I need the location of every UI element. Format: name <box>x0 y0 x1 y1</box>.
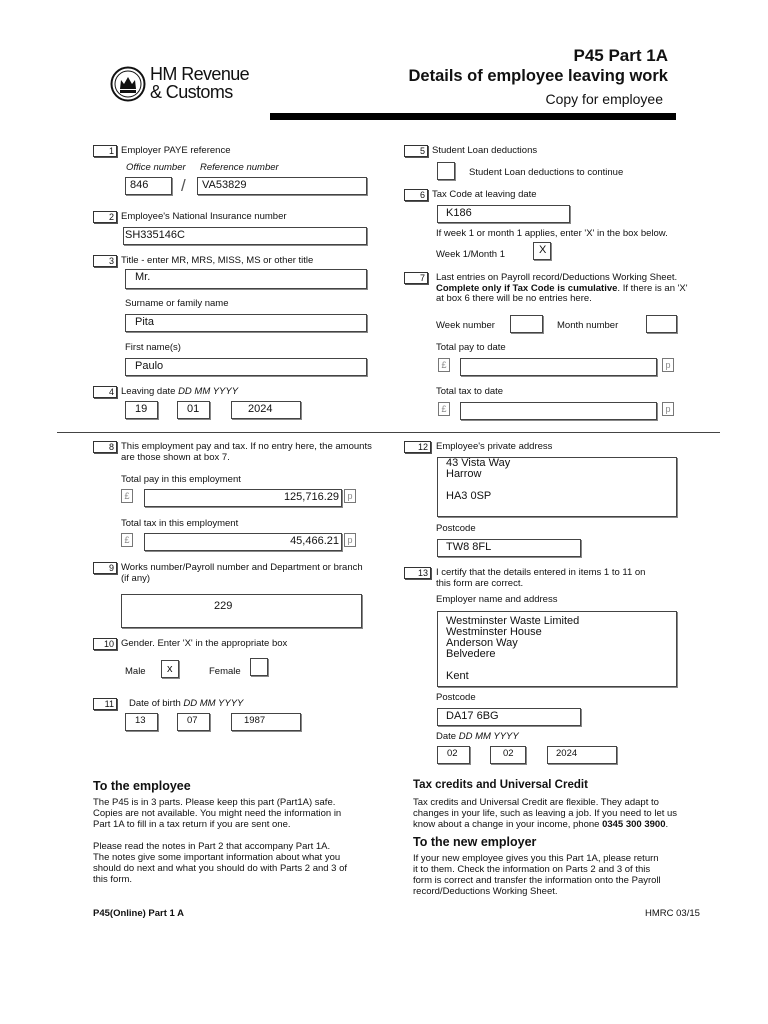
credits-phone: 0345 300 3900 <box>602 819 666 830</box>
last-entries-label-1: Last entries on Payroll record/Deductions Working Sheet. <box>436 272 678 283</box>
dob-day-field[interactable]: 13 <box>125 713 158 731</box>
employee-text-line: The P45 is in 3 parts. Please keep this part (Part1A) safe. <box>93 797 336 808</box>
certify-label-2: this form are correct. <box>436 578 524 589</box>
box-number-8: 8 <box>93 441 117 453</box>
pound-icon: £ <box>121 489 133 503</box>
pence-icon: p <box>344 489 356 503</box>
employer-text-line: form is correct and transfer the information onto the Payroll <box>413 875 661 886</box>
logo-line-1: HM Revenue <box>150 64 250 84</box>
to-employee-heading: To the employee <box>93 779 191 793</box>
credits-text-line: changes in your life, such as leaving a job. If you need to let us <box>413 808 678 819</box>
pound-icon: £ <box>438 402 450 416</box>
first-name-field[interactable]: Paulo <box>125 358 367 376</box>
male-checkbox[interactable]: x <box>161 660 179 678</box>
hmrc-logo <box>100 58 272 110</box>
employee-text-line: The notes give some important information about what you <box>93 852 341 863</box>
box-number-1: 1 <box>93 145 117 157</box>
office-number-field[interactable]: 846 <box>125 177 172 195</box>
leaving-month-field[interactable]: 01 <box>177 401 210 419</box>
employment-pay-label-1: This employment pay and tax. If no entry here, the amounts <box>121 441 372 452</box>
female-label: Female <box>209 666 241 677</box>
credits-text: know about a change in your income, phone <box>413 819 600 830</box>
dob-label <box>129 698 243 709</box>
total-tax-employment-field[interactable]: 45,466.21 <box>144 533 342 551</box>
dob-year-field[interactable]: 1987 <box>231 713 301 731</box>
tax-code-field[interactable]: K186 <box>437 205 570 223</box>
form-subtitle: Details of employee leaving work <box>408 67 668 85</box>
gender-label: Gender. Enter 'X' in the appropriate box <box>121 638 288 649</box>
box-number-10: 10 <box>93 638 117 650</box>
pence-icon: p <box>344 533 356 547</box>
works-number-field[interactable]: 229 <box>121 594 362 628</box>
leaving-date-label <box>121 386 238 397</box>
first-name-label: First name(s) <box>125 342 181 353</box>
certify-date-format: DD MM YYYY <box>458 731 519 742</box>
to-employee-paragraph-2 <box>93 841 347 885</box>
to-employee-paragraph-1 <box>93 797 341 830</box>
new-employer-paragraph <box>413 853 661 897</box>
private-address-label: Employee's private address <box>436 441 553 452</box>
paye-slash: / <box>181 176 186 195</box>
title-label: Title - enter MR, MRS, MISS, MS or other title <box>121 255 314 266</box>
last-entries-label-3: at box 6 there will be no entries here. <box>436 293 592 304</box>
footer-version: HMRC 03/15 <box>645 908 700 919</box>
box-number-5: 5 <box>404 145 428 157</box>
dob-format: DD MM YYYY <box>183 698 244 709</box>
male-label: Male <box>125 666 146 677</box>
pound-icon: £ <box>121 533 133 547</box>
logo-line-2: & Customs <box>150 82 233 102</box>
week1-label: Week 1/Month 1 <box>436 249 506 260</box>
private-postcode-label: Postcode <box>436 523 476 534</box>
certify-day-field[interactable]: 02 <box>437 746 470 764</box>
employment-pay-label-2: are those shown at box 7. <box>121 452 230 463</box>
credits-text-line: Tax credits and Universal Credit are flexible. They adapt to <box>413 797 659 808</box>
ni-number-label: Employee's National Insurance number <box>121 211 287 222</box>
box-number-7: 7 <box>404 272 428 284</box>
week1-note: If week 1 or month 1 applies, enter 'X' in the box below. <box>436 228 668 239</box>
private-address-field[interactable]: 43 Vista Way Harrow HA3 0SP <box>437 457 677 517</box>
week-number-label: Week number <box>436 320 495 331</box>
employee-text-line: Please read the notes in Part 2 that accompany Part 1A. <box>93 841 331 852</box>
reference-number-field[interactable]: VA53829 <box>197 177 367 195</box>
box-number-2: 2 <box>93 211 117 223</box>
student-loan-label: Student Loan deductions <box>432 145 538 156</box>
credits-text-line <box>413 819 677 830</box>
employee-text-line: Copies are not available. You might need the information in <box>93 808 342 819</box>
employer-postcode-field[interactable]: DA17 6BG <box>437 708 581 726</box>
new-employer-heading: To the new employer <box>413 835 537 849</box>
surname-label: Surname or family name <box>125 298 229 309</box>
total-pay-to-date-label: Total pay to date <box>436 342 506 353</box>
box-number-11: 11 <box>93 698 117 710</box>
header-rule <box>270 113 676 120</box>
section-divider <box>57 432 720 433</box>
leaving-day-field[interactable]: 19 <box>125 401 158 419</box>
total-pay-employment-field[interactable]: 125,716.29 <box>144 489 342 507</box>
leaving-date-format: DD MM YYYY <box>178 386 239 397</box>
office-number-label: Office number <box>126 162 186 173</box>
employer-address-field[interactable]: Westminster Waste Limited Westminster House Anderson Way Belvedere Kent <box>437 611 677 687</box>
employee-text-line: should do next and what you should do with Parts 2 and 3 of <box>93 863 348 874</box>
employer-text-line: If your new employee gives you this Part 1A, please return <box>413 853 659 864</box>
month-number-field[interactable] <box>646 315 677 333</box>
credits-end: . <box>665 819 669 830</box>
certify-date-text: Date <box>436 731 457 742</box>
total-tax-to-date-field[interactable] <box>460 402 657 420</box>
dob-text: Date of birth <box>129 698 181 709</box>
private-postcode-field[interactable]: TW8 8FL <box>437 539 581 557</box>
form-title: P45 Part 1A <box>573 46 668 65</box>
week1-checkbox[interactable]: X <box>533 242 551 260</box>
box-number-9: 9 <box>93 562 117 574</box>
employee-text-line: this form. <box>93 874 133 885</box>
box-number-6: 6 <box>404 189 428 201</box>
employer-text-line: record/Deductions Working Sheet. <box>413 886 558 897</box>
student-loan-checkbox[interactable] <box>437 162 455 180</box>
certify-date-label <box>436 731 519 742</box>
copy-label: Copy for employee <box>545 91 663 107</box>
week-number-field[interactable] <box>510 315 543 333</box>
employer-paye-label: Employer PAYE reference <box>121 145 231 156</box>
student-loan-continue-label: Student Loan deductions to continue <box>469 167 624 178</box>
tax-credits-heading: Tax credits and Universal Credit <box>413 779 588 791</box>
pence-icon: p <box>662 358 674 372</box>
tax-code-label: Tax Code at leaving date <box>432 189 537 200</box>
reference-number-label: Reference number <box>200 162 279 173</box>
total-pay-to-date-field[interactable] <box>460 358 657 376</box>
employer-text-line: it to them. Check the information on Parts 2 and 3 of this <box>413 864 651 875</box>
month-number-label: Month number <box>557 320 619 331</box>
employer-postcode-label: Postcode <box>436 692 476 703</box>
total-tax-to-date-label: Total tax to date <box>436 386 504 397</box>
employee-text-line: Part 1A to fill in a tax return if you are sent one. <box>93 819 291 830</box>
works-number-label-2: (if any) <box>121 573 151 584</box>
leaving-date-text: Leaving date <box>121 386 176 397</box>
pence-icon: p <box>662 402 674 416</box>
certify-label-1: I certify that the details entered in items 1 to 11 on <box>436 567 646 578</box>
box-number-13: 13 <box>404 567 431 579</box>
surname-field[interactable]: Pita <box>125 314 367 332</box>
works-number-label-1: Works number/Payroll number and Department or branch <box>121 562 363 573</box>
employer-name-label: Employer name and address <box>436 594 558 605</box>
total-tax-employment-label: Total tax in this employment <box>121 518 239 529</box>
leaving-year-field[interactable]: 2024 <box>231 401 301 419</box>
box-number-4: 4 <box>93 386 117 398</box>
ni-number-field[interactable]: SH335146C <box>123 227 367 245</box>
certify-year-field[interactable]: 2024 <box>547 746 617 764</box>
cumulative-note: Complete only if Tax Code is cumulative <box>436 283 618 294</box>
box-number-3: 3 <box>93 255 117 267</box>
pound-icon: £ <box>438 358 450 372</box>
crown-icon <box>110 66 146 102</box>
total-pay-employment-label: Total pay in this employment <box>121 474 241 485</box>
female-checkbox[interactable] <box>250 658 268 676</box>
dob-month-field[interactable]: 07 <box>177 713 210 731</box>
certify-month-field[interactable]: 02 <box>490 746 526 764</box>
tax-credits-paragraph <box>413 797 677 830</box>
footer-form-id: P45(Online) Part 1 A <box>93 908 184 919</box>
title-field[interactable]: Mr. <box>125 269 367 289</box>
box-number-12: 12 <box>404 441 431 453</box>
cumulative-note-rest: . If there is an 'X' <box>617 283 688 294</box>
